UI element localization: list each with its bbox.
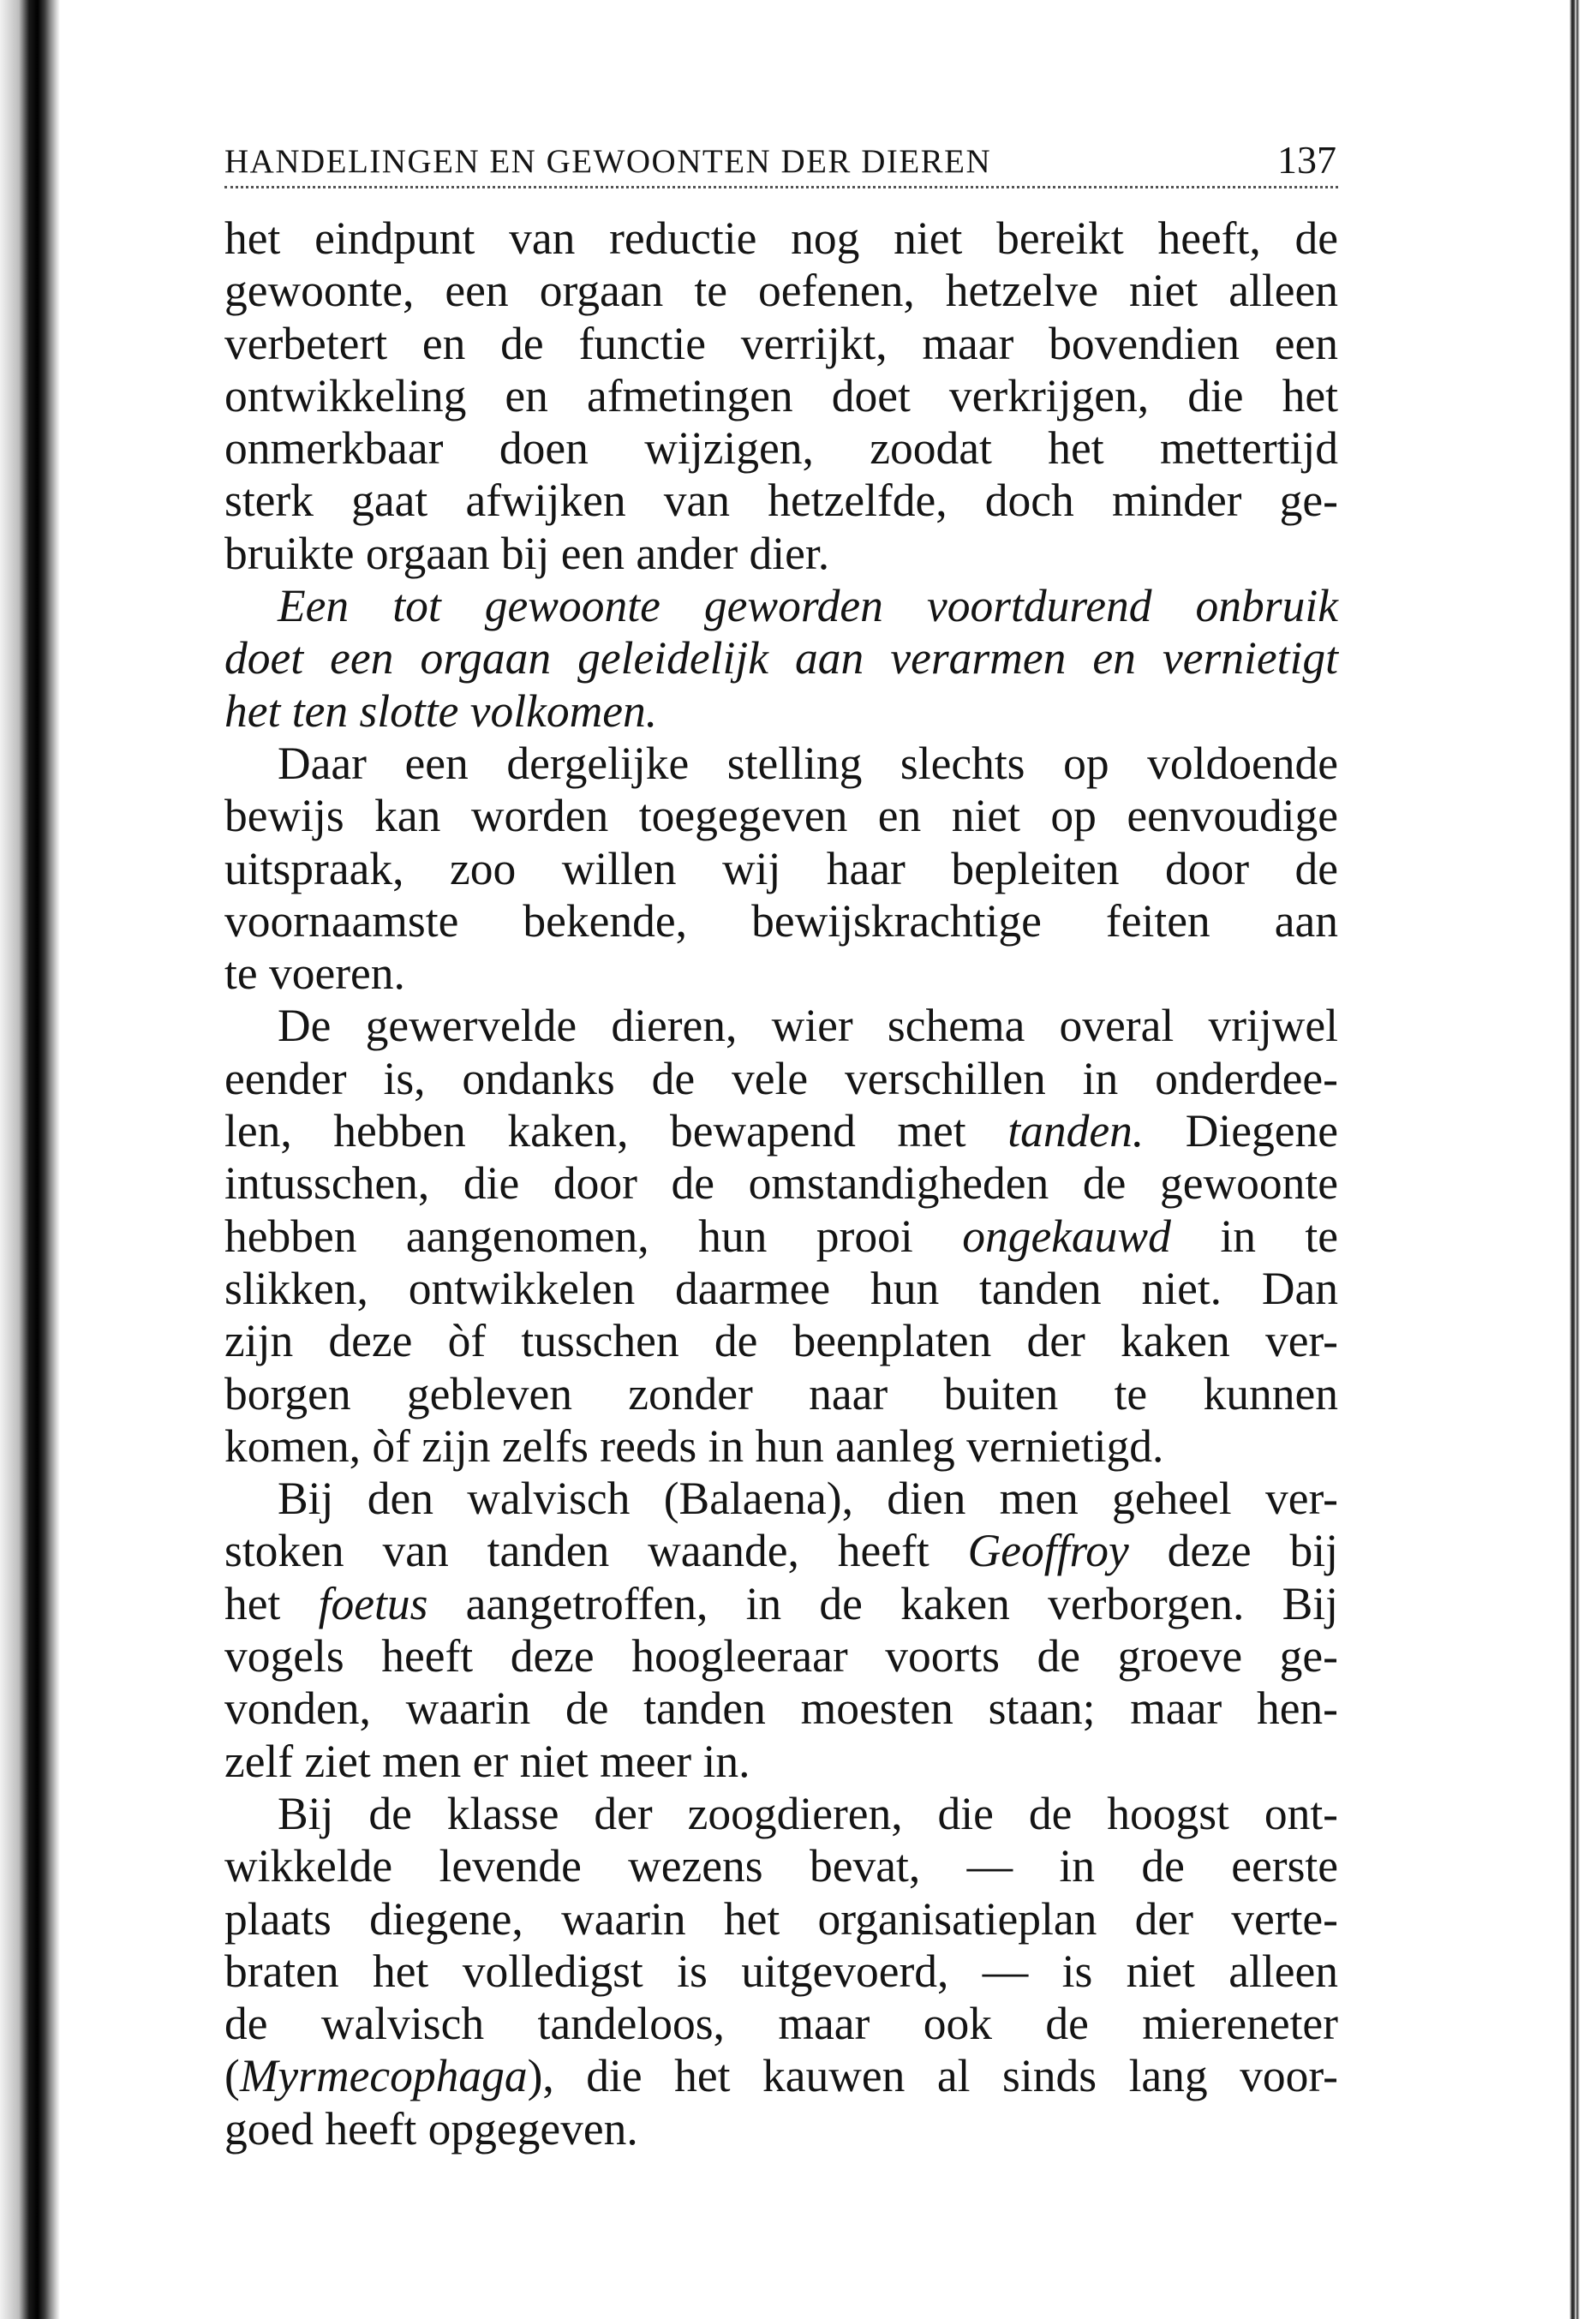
scan-binding-edge-left bbox=[0, 0, 60, 2319]
text-line: het eindpunt van reductie nog niet bereikt heeft, de bbox=[224, 212, 1338, 264]
text-line: borgen gebleven zonder naar buiten te kunnen bbox=[224, 1367, 1338, 1419]
running-head-title: HANDELINGEN EN GEWOONTEN DER DIEREN bbox=[224, 143, 992, 180]
scan-binding-edge-right bbox=[1569, 0, 1581, 2319]
italic-thesis-line: Een tot gewoonte geworden voortdurend onbruik bbox=[278, 580, 1338, 632]
text-segment: in te bbox=[1220, 1210, 1338, 1262]
text-segment: het bbox=[224, 1577, 281, 1629]
italic-term-foetus: foetus bbox=[318, 1577, 428, 1629]
text-line: Bij de klasse der zoogdieren, die de hoogst ont- bbox=[278, 1787, 1338, 1839]
text-segment: Diegene bbox=[1185, 1105, 1339, 1157]
running-head bbox=[224, 133, 1338, 188]
italic-thesis-line: het ten slotte volkomen. bbox=[224, 684, 658, 737]
text-line: braten het volledigst is uitgevoerd, — is niet alleen bbox=[224, 1945, 1338, 1997]
text-line: De gewervelde dieren, wier schema overal vrijwel bbox=[278, 1000, 1338, 1052]
italic-term-ongekauwd: ongekauwd bbox=[962, 1210, 1171, 1262]
text-segment: ), die het kauwen al sinds lang voor- bbox=[527, 2050, 1338, 2102]
text-line: voornaamste bekende, bewijskrachtige feiten aan bbox=[224, 894, 1338, 947]
italic-term-geoffroy: Geoffroy bbox=[967, 1525, 1129, 1577]
text-line bbox=[224, 1525, 1338, 1577]
italic-term-myrmecophaga: Myrmecophaga bbox=[239, 2050, 528, 2102]
text-line: ontwikkeling en afmetingen doet verkrijgen, die het bbox=[224, 369, 1338, 421]
text-line: de walvisch tandeloos, maar ook de miereneter bbox=[224, 1998, 1338, 2050]
italic-thesis-line: doet een orgaan geleidelijk aan verarmen en vernietigt bbox=[224, 632, 1338, 684]
text-line: eender is, ondanks de vele verschillen in onderdee- bbox=[224, 1052, 1338, 1104]
text-line: gewoonte, een orgaan te oefenen, hetzelve niet alleen bbox=[224, 265, 1338, 317]
text-line bbox=[224, 1578, 1338, 1630]
text-segment: hebben aangenomen, hun prooi bbox=[224, 1210, 913, 1262]
text-line: wikkelde levende wezens bevat, — in de eerste bbox=[224, 1840, 1338, 1892]
text-line: komen, òf zijn zelfs reeds in hun aanleg vernietigd. bbox=[224, 1419, 1164, 1472]
text-line: intusschen, die door de omstandigheden de gewoonte bbox=[224, 1157, 1338, 1210]
body-text bbox=[224, 212, 1338, 2155]
text-segment: deze bij bbox=[1167, 1525, 1338, 1577]
text-line: zelf ziet men er niet meer in. bbox=[224, 1735, 750, 1787]
text-line: vonden, waarin de tanden moesten staan; maar hen- bbox=[224, 1682, 1338, 1735]
text-line: onmerkbaar doen wijzigen, zoodat het mettertijd bbox=[224, 422, 1338, 475]
text-line: bewijs kan worden toegegeven en niet op eenvoudige bbox=[224, 790, 1338, 842]
text-segment: aangetroffen, in de kaken verborgen. Bij bbox=[465, 1577, 1339, 1629]
text-line: zijn deze òf tusschen de beenplaten der kaken ver- bbox=[224, 1315, 1338, 1367]
italic-term-tanden: tanden. bbox=[1007, 1105, 1145, 1157]
text-line: bruikte orgaan bij een ander dier. bbox=[224, 527, 830, 579]
text-line bbox=[224, 1105, 1338, 1157]
text-segment: len, hebben kaken, bewapend met bbox=[224, 1105, 966, 1157]
text-line: sterk gaat afwijken van hetzelfde, doch minder ge- bbox=[224, 475, 1338, 527]
book-page bbox=[224, 133, 1338, 2155]
text-line: Bij den walvisch (Balaena), dien men geheel ver- bbox=[278, 1473, 1338, 1525]
text-line: uitspraak, zoo willen wij haar bepleiten door de bbox=[224, 842, 1338, 894]
text-line bbox=[224, 2050, 1338, 2102]
text-segment: ( bbox=[224, 2050, 240, 2102]
text-line: vogels heeft deze hoogleeraar voorts de groeve ge- bbox=[224, 1630, 1338, 1682]
text-line: verbetert en de functie verrijkt, maar bovendien een bbox=[224, 317, 1338, 369]
text-segment: stoken van tanden waande, heeft bbox=[224, 1525, 930, 1577]
text-line: slikken, ontwikkelen daarmee hun tanden niet. Dan bbox=[224, 1262, 1338, 1314]
text-line: te voeren. bbox=[224, 947, 405, 1000]
text-line bbox=[224, 1210, 1338, 1263]
text-line: goed heeft opgegeven. bbox=[224, 2102, 638, 2155]
page-number: 137 bbox=[1277, 138, 1336, 182]
text-line: Daar een dergelijke stelling slechts op voldoende bbox=[278, 737, 1338, 789]
text-line: plaats diegene, waarin het organisatieplan der verte- bbox=[224, 1892, 1338, 1945]
